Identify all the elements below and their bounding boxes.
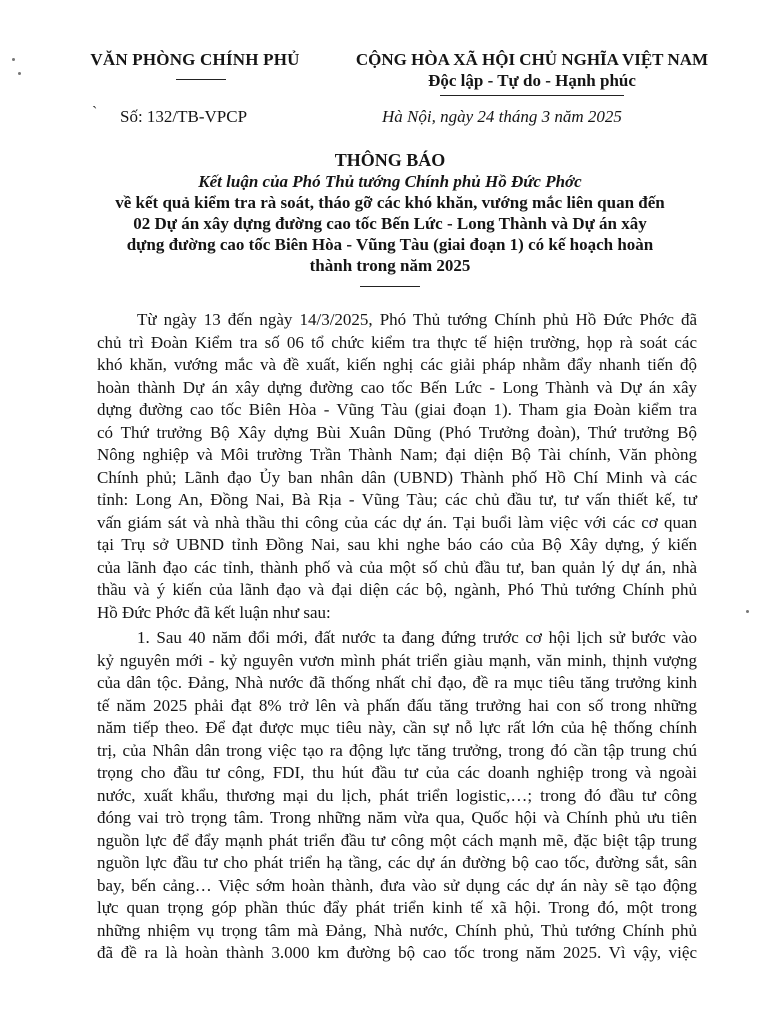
document-dateline: Hà Nội, ngày 24 tháng 3 năm 2025 <box>382 107 622 126</box>
body-line: Từ ngày 13 đến ngày 14/3/2025, Phó Thủ tướng Chính phủ Hồ Đức Phớc đã <box>137 310 697 329</box>
body-line: khó khăn, vướng mắc và đề xuất, kiến nghị các giải pháp nhằm đẩy nhanh tiến độ <box>97 355 697 374</box>
body-line: tại Trụ sở UBND tỉnh Đồng Nai, sau khi nghe báo cáo của Bộ Xây dựng, ý kiến <box>97 535 697 554</box>
body-line: dựng đường cao tốc Biên Hòa - Vũng Tàu (giai đoạn 1). Tham gia Đoàn kiểm tra <box>97 400 697 419</box>
paragraph-2 <box>97 627 697 965</box>
body-line: của lãnh đạo các tỉnh, thành phố và của một số chủ đầu tư, ban quản lý dự án, nhà <box>97 557 697 577</box>
body-line: nguồn lực để đẩy mạnh phát triển đầu tư công một cách mạnh mẽ, đặc biệt tập trung <box>97 830 697 850</box>
body-line: chủ trì Đoàn Kiểm tra số 06 tổ chức kiểm tra thực tế hiện trường, họp rà soát các <box>97 332 697 352</box>
body-line: đã đề ra là hoàn thành 3.000 km đường bộ cao tốc trong năm 2025. Vì vậy, việc <box>97 943 697 962</box>
national-motto: Độc lập - Tự do - Hạnh phúc <box>428 71 636 90</box>
body-line: lực quan trọng góp phần thúc đẩy phát triển kinh tế xã hội. Trong đó, một trong <box>97 898 697 917</box>
body-line: bay, bến cảng… Việc sớm hoàn thành, đưa vào sử dụng các dự án này sẽ tạo động <box>97 875 697 895</box>
paragraph-1 <box>97 309 697 624</box>
title-line: về kết quả kiểm tra rà soát, tháo gỡ các khó khăn, vướng mắc liên quan đến <box>115 193 665 212</box>
body-line: kỷ nguyên mới - kỷ nguyên vươn mình phát triển giàu mạnh, văn minh, thịnh vượng <box>97 650 697 670</box>
title-line: thành trong năm 2025 <box>309 256 471 275</box>
body-line: thầu và ý kiến của lãnh đạo và đại diện các bộ, ngành, Phó Thủ tướng Chính phủ <box>97 580 697 599</box>
motto-underline <box>440 95 624 96</box>
document-number: Số: 132/TB-VPCP <box>120 107 248 126</box>
body-line: của dân tộc. Đảng, Nhà nước đã thống nhất chỉ đạo, đề ra mục tiêu tăng trưởng kinh <box>97 673 697 692</box>
body-line: trị, của Nhân dân trong việc tạo ra động lực tăng trưởng, trong đó cần tập trung chú <box>97 740 697 760</box>
body-line: Nông nghiệp và Môi trường Trần Thành Nam; đại diện Bộ Tài chính, Văn phòng <box>97 445 697 464</box>
national-title: CỘNG HÒA XÃ HỘI CHỦ NGHĨA VIỆT NAM <box>355 50 709 69</box>
body-line: Hồ Đức Phớc đã kết luận như sau: <box>97 602 331 622</box>
body-line: nước, xuất khẩu, thương mại du lịch, phát triển logistic,…; trong đó đầu tư công <box>97 785 697 805</box>
title-line: 02 Dự án xây dựng đường cao tốc Bến Lức - Long Thành và Dự án xây <box>133 214 647 233</box>
body-line: tế năm 2025 phải đạt 8% trở lên và phấn đấu tăng trưởng hai con số trong những <box>97 695 697 715</box>
body-line: tỉnh: Long An, Đồng Nai, Bà Rịa - Vũng Tàu; các chủ đầu tư, tư vấn thiết kế, tư <box>97 490 697 509</box>
document-title <box>95 171 685 276</box>
body-line: có Thứ trưởng Bộ Xây dựng Bùi Xuân Dũng (Phó Trưởng đoàn), Thứ trưởng Bộ <box>97 422 697 442</box>
document-type: THÔNG BÁO <box>334 150 446 170</box>
organization-underline <box>176 79 226 80</box>
body-line: hoàn thành Dự án xây dựng đường cao tốc Bến Lức - Long Thành và Dự án xây <box>97 377 697 397</box>
scan-speck <box>18 72 21 75</box>
issuing-organization: VĂN PHÒNG CHÍNH PHỦ <box>90 50 300 69</box>
title-line: Kết luận của Phó Thủ tướng Chính phủ Hồ Đức Phớc <box>198 172 582 191</box>
body-line: những nhiệm vụ trọng tâm mà Đảng, Nhà nước, Chính phủ, Thủ tướng Chính phủ <box>97 920 697 940</box>
body-line: năm tiếp theo. Để đạt được mục tiêu này, cần sự nỗ lực rất lớn của hệ thống chính <box>97 718 697 737</box>
body-line: Chính phủ; Lãnh đạo Ủy ban nhân dân (UBND) Thành phố Hồ Chí Minh và các <box>97 467 697 487</box>
body-line: 1. Sau 40 năm đổi mới, đất nước ta đang đứng trước cơ hội lịch sử bước vào <box>137 628 697 647</box>
body-line: nguồn lực đầu tư cho phát triển hạ tầng, các dự án đường bộ cao tốc, đường sắt, sân <box>97 853 697 872</box>
body-line: vấn giám sát và nhà thầu thi công của các dự án. Tại buổi làm việc với các cơ quan <box>97 512 697 532</box>
stray-mark: ˋ <box>92 104 98 121</box>
body-line: đóng vai trò trọng tâm. Trong những năm vừa qua, Quốc hội và Chính phủ ưu tiên <box>97 808 697 827</box>
scan-speck <box>12 58 15 61</box>
title-line: dựng đường cao tốc Biên Hòa - Vũng Tàu (giai đoạn 1) có kế hoạch hoàn <box>126 235 654 254</box>
document-body <box>97 309 697 965</box>
title-underline <box>360 286 420 287</box>
body-line: trọng cho đầu tư công, FDI, thu hút đầu tư của các doanh nghiệp trong và ngoài <box>97 763 697 782</box>
scan-speck <box>746 610 749 613</box>
